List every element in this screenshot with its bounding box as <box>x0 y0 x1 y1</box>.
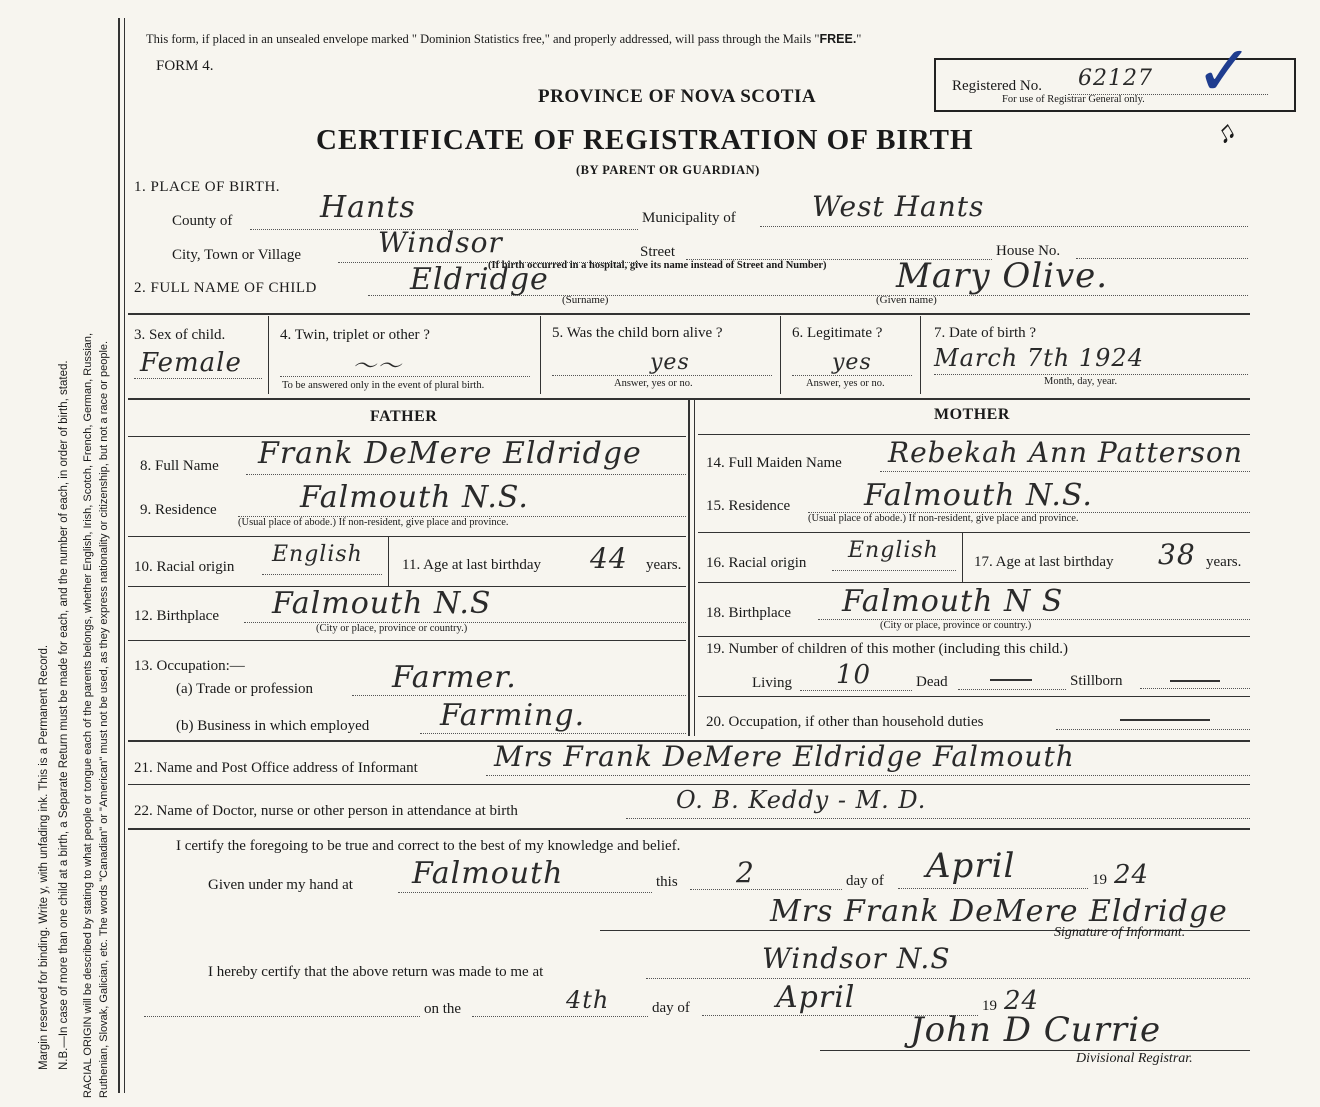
father-trade-dots <box>352 695 686 696</box>
registrar-place: Windsor N.S <box>762 942 951 975</box>
mother-stillborn-label: Stillborn <box>1070 673 1123 689</box>
mother-bp-value: Falmouth N S <box>842 584 1064 619</box>
sex-label: 3. Sex of child. <box>134 327 226 343</box>
given-label: Given under my hand at <box>208 877 353 893</box>
father-res-value: Falmouth N.S. <box>300 480 529 515</box>
given-place: Falmouth <box>412 856 564 891</box>
registrar-signature: John D Currie <box>910 1010 1162 1050</box>
rule-after-doctor <box>128 828 1250 830</box>
month-dots <box>898 888 1088 889</box>
margin-note-1: Margin reserved for binding. Write y, with unfading ink. This is a Permanent Record. <box>38 644 50 1070</box>
mother-occ-label: 20. Occupation, if other than household duties <box>706 714 984 730</box>
stillborn-dash <box>1170 680 1220 682</box>
col-divider-6 <box>920 316 921 394</box>
day-of-label: day of <box>846 873 884 889</box>
mother-bp-label: 18. Birthplace <box>706 605 791 621</box>
mother-occ-dash <box>1120 719 1210 721</box>
father-age-label: 11. Age at last birthday <box>402 557 541 573</box>
mother-name-value: Rebekah Ann Patterson <box>888 436 1243 469</box>
rule-after-bp-left <box>128 640 686 641</box>
margin-note-2: N.B.—In case of more than one child at a birth, a Separate Return must be made for each, and the number of each, in order of birth, stated. <box>58 360 70 1070</box>
rule-after-res-right <box>698 532 1250 533</box>
father-name-value: Frank DeMere Eldridge <box>258 436 642 471</box>
given-note: (Given name) <box>876 294 937 306</box>
father-race-dots <box>262 574 382 575</box>
race-age-divider-left <box>388 536 389 586</box>
father-res-note: (Usual place of abode.) If non-resident, give place and province. <box>238 517 509 528</box>
dob-label: 7. Date of birth ? <box>934 325 1037 341</box>
twin-note: To be answered only in the event of plural birth. <box>282 380 485 391</box>
mother-race-value: English <box>848 538 939 563</box>
rule-after-race-right <box>698 582 1250 583</box>
father-bp-value: Falmouth N.S <box>272 586 492 621</box>
year-value: 24 <box>1114 860 1150 890</box>
legit-dots <box>792 375 912 376</box>
race-age-divider-right <box>962 532 963 582</box>
twin-label: 4. Twin, triplet or other ? <box>280 327 430 343</box>
father-name-dots <box>246 474 686 475</box>
registrar-caption: Divisional Registrar. <box>1076 1051 1193 1066</box>
margin-note-4: Ruthenian, Slovak, Galician, etc. The words "Canadian" or "American" must not be used, as they express nationality or citizenship, but not a race or people. <box>98 340 110 1098</box>
registrar-note: For use of Registrar General only. <box>1002 94 1145 105</box>
given-place-dots <box>398 892 652 893</box>
municipality-value: West Hants <box>812 190 985 223</box>
registrar-day-dots <box>472 1016 648 1017</box>
living-dots <box>800 690 912 691</box>
on-the-label: on the <box>424 1001 462 1017</box>
rule-parents-head-right <box>698 434 1250 435</box>
father-res-label: 9. Residence <box>140 502 217 518</box>
registrar-day: 4th <box>566 986 610 1014</box>
registrar-day-of-label: day of <box>652 1000 690 1016</box>
stillborn-dots <box>1140 688 1250 689</box>
mother-living-value: 10 <box>836 660 872 690</box>
mother-race-dots <box>832 570 956 571</box>
form-number: FORM 4. <box>156 58 214 74</box>
dead-dash <box>990 679 1032 681</box>
stamp-mark-icon: ♫ <box>1209 115 1242 150</box>
registered-label: Registered No. <box>952 78 1042 94</box>
informant-signature: Mrs Frank DeMere Eldridge <box>770 894 1228 929</box>
col-divider-3 <box>268 316 269 394</box>
alive-value: yes <box>650 350 690 375</box>
twin-dots <box>280 376 530 377</box>
county-value: Hants <box>320 190 416 225</box>
alive-dots <box>552 375 772 376</box>
doctor-dots <box>626 818 1250 819</box>
registrar-year: 24 <box>1004 986 1040 1016</box>
registered-value: 62127 <box>1078 66 1153 91</box>
registrar-place-dots <box>646 978 1250 979</box>
place-of-birth-heading: 1. PLACE OF BIRTH. <box>134 179 281 195</box>
father-biz-dots <box>420 733 686 734</box>
father-heading: FATHER <box>370 408 438 425</box>
rule-after-children <box>698 696 1250 697</box>
rule-after-name <box>128 313 1250 315</box>
this-value: 2 <box>736 856 755 889</box>
mother-name-label: 14. Full Maiden Name <box>706 455 842 471</box>
county-label: County of <box>172 213 233 229</box>
registrar-left-dots <box>144 1016 420 1017</box>
informant-dots <box>486 775 1250 776</box>
signature-caption: Signature of Informant. <box>1054 925 1186 940</box>
mother-heading: MOTHER <box>934 406 1010 423</box>
city-value: Windsor <box>378 226 503 259</box>
father-trade-label: (a) Trade or profession <box>176 681 314 697</box>
informant-label: 21. Name and Post Office address of Informant <box>134 760 418 776</box>
registrar-text: I hereby certify that the above return was made to me at <box>208 964 544 980</box>
mother-occ-dots <box>1056 729 1250 730</box>
doctor-value: O. B. Keddy - M. D. <box>676 786 927 814</box>
col-divider-5 <box>780 316 781 394</box>
doctor-label: 22. Name of Doctor, nurse or other person in attendance at birth <box>134 803 518 819</box>
father-trade-value: Farmer. <box>392 660 517 695</box>
legit-note: Answer, yes or no. <box>806 378 885 389</box>
mother-res-note: (Usual place of abode.) If non-resident, give place and province. <box>808 513 1079 524</box>
province-title: PROVINCE OF NOVA SCOTIA <box>538 86 817 107</box>
year-prefix: 19 <box>1092 872 1107 888</box>
parents-divider-2 <box>694 400 695 736</box>
father-bp-label: 12. Birthplace <box>134 608 219 624</box>
municipality-dots <box>760 226 1248 227</box>
mother-age-label: 17. Age at last birthday <box>974 554 1114 570</box>
checkmark-icon: ✓ <box>1195 30 1254 112</box>
street-label: Street <box>640 244 675 260</box>
informant-value: Mrs Frank DeMere Eldridge Falmouth <box>494 740 1075 773</box>
dob-note: Month, day, year. <box>1044 376 1118 387</box>
alive-note: Answer, yes or no. <box>614 378 693 389</box>
child-given-value: Mary Olive. <box>896 256 1109 296</box>
legit-value: yes <box>832 350 872 375</box>
hospital-note: (If birth occurred in a hospital, give its name instead of Street and Number) <box>488 260 827 271</box>
mother-name-dots <box>880 471 1250 472</box>
binding-margin-line-inner <box>124 18 125 1093</box>
mother-res-value: Falmouth N.S. <box>864 478 1093 513</box>
rule-after-bp-right <box>698 636 1250 637</box>
father-race-value: English <box>272 542 363 567</box>
dob-value: March 7th 1924 <box>934 344 1144 372</box>
twin-dash: ～～ <box>352 352 402 380</box>
father-biz-value: Farming. <box>440 698 586 733</box>
father-biz-label: (b) Business in which employed <box>176 718 370 734</box>
mail-notice: This form, if placed in an unsealed envelope marked " Dominion Statistics free," and properly addressed, will pass through the Mails "FREE." <box>146 32 862 46</box>
municipality-label: Municipality of <box>642 210 736 226</box>
child-name-label: 2. FULL NAME OF CHILD <box>134 280 317 296</box>
mother-race-label: 16. Racial origin <box>706 555 807 571</box>
mother-bp-note: (City or place, province or country.) <box>880 620 1032 631</box>
sex-value: Female <box>140 348 242 378</box>
mother-age-unit: years. <box>1206 554 1242 570</box>
father-name-label: 8. Full Name <box>140 458 219 474</box>
house-label: House No. <box>996 243 1061 259</box>
father-race-label: 10. Racial origin <box>134 559 235 575</box>
father-occ-label: 13. Occupation:— <box>134 658 245 674</box>
mother-children-label: 19. Number of children of this mother (including this child.) <box>706 641 1069 657</box>
certify-text: I certify the foregoing to be true and correct to the best of my knowledge and belief. <box>176 838 681 854</box>
sex-dots <box>134 378 262 379</box>
father-bp-note: (City or place, province or country.) <box>316 623 468 634</box>
mother-res-label: 15. Residence <box>706 498 791 514</box>
legit-label: 6. Legitimate ? <box>792 325 883 341</box>
parents-divider <box>688 400 690 736</box>
father-age-value: 44 <box>590 542 628 575</box>
mother-age-value: 38 <box>1158 538 1196 571</box>
alive-label: 5. Was the child born alive ? <box>552 325 723 341</box>
city-label: City, Town or Village <box>172 247 302 263</box>
mother-dead-label: Dead <box>916 674 948 690</box>
mother-living-label: Living <box>752 675 792 691</box>
rule-after-informant <box>128 784 1250 785</box>
this-label: this <box>656 874 678 890</box>
child-name-dots <box>368 295 1248 296</box>
this-dots <box>690 889 842 890</box>
surname-note: (Surname) <box>562 294 609 306</box>
col-divider-4 <box>540 316 541 394</box>
child-surname-value: Eldridge <box>410 262 549 297</box>
rule-after-res-left <box>128 536 686 537</box>
certificate-subtitle: (BY PARENT OR GUARDIAN) <box>576 163 760 177</box>
registrar-year-prefix: 19 <box>982 998 997 1014</box>
binding-margin-line <box>118 18 120 1093</box>
month-value: April <box>926 846 1016 886</box>
father-age-unit: years. <box>646 557 682 573</box>
margin-note-3: RACIAL ORIGIN will be described by stating to what people or tongue each of the parents belongs, whether English, Irish, Scotch, French, German, Russian, <box>82 332 94 1098</box>
certificate-title: CERTIFICATE OF REGISTRATION OF BIRTH <box>316 124 974 156</box>
dob-dots <box>934 374 1248 375</box>
dead-dots <box>958 689 1066 690</box>
registrar-month: April <box>776 980 856 1015</box>
